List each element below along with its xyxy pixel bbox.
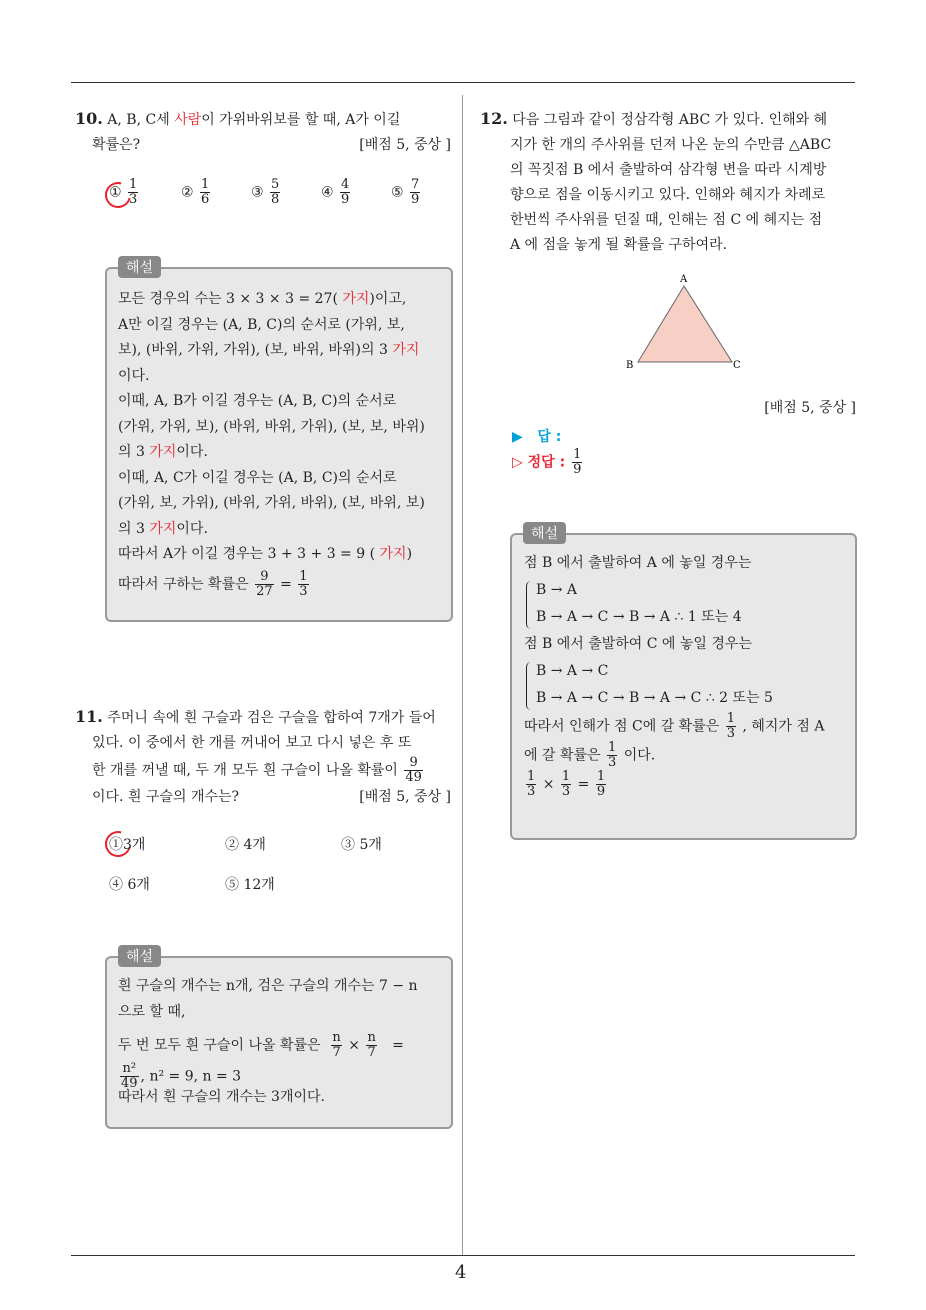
- brace-icon: [526, 581, 533, 629]
- answer-arrow-icon: ▶: [512, 429, 523, 445]
- solution-tab: 해설: [118, 256, 161, 278]
- column-divider: [462, 95, 463, 1255]
- solution-text: 흰 구슬의 개수는 n개, 검은 구슬의 개수는 7 − n 으로 할 때, 두 번 모두 흰 구슬이 나올 확률은 $\frac{n}{7}$ × $\frac{n}{7}$ = $\frac{\text{n²}}{49}$ , n² = 9, n = 3 따라서 흰 구슬의 개수는 3개이다.: [118, 978, 418, 1105]
- page-number: 4: [455, 1262, 467, 1283]
- vertex-c-label: C: [733, 360, 741, 371]
- question-11-text: 11. 주머니 속에 흰 구슬과 검은 구슬을 합하여 7개가 들어 있다. 이 중에서 한 개를 꺼내어 보고 다시 넣은 후 또 한 개를 꺼낼 때, 두 개 모두 흰 구슬이 나올 확률이 $\frac{9}{49}$ 이다. 흰 구슬의 개수는? [배점 5, 중상 ]: [75, 704, 453, 810]
- correct-answer-row: ▷ 정답 : $\frac{1}{9}$: [512, 447, 582, 477]
- bottom-rule: [71, 1255, 855, 1256]
- choice-1[interactable]: ① $\frac{1}{3}$: [109, 177, 138, 207]
- triangle-abc: [638, 286, 732, 362]
- choice-5[interactable]: ⑤ $\frac{7}{9}$: [391, 177, 420, 207]
- question-number: 10.: [75, 109, 103, 128]
- brace-icon: [526, 662, 533, 710]
- question-number: 12.: [480, 109, 508, 128]
- vertex-a-label: A: [680, 274, 688, 285]
- solution-text: 모든 경우의 수는 3 × 3 × 3 = 27( 가지)이고, A만 이길 경우는 (A, B, C)의 순서로 (가위, 보, 보), (바위, 가위, 가위), (보, 바위, 바위)의 3 가지 이다. 이때, A, B가 이길 경우는 (A, B, C)의 순서로 (가위, 가위, 보), (바위, 바위, 가위), (보, 보, 바위) 의 3 가지이다. 이때, A, C가 이길 경우는 (A, B, C)의 순서로 (가위, 보, 가위), (바위, 가위, 바위), (보, 바위, 보) 의 3 가지이다. 따라서 A가 이길 경우는 3 + 3 + 3 = 9 ( 가지) 따라서 구하는 확률은 $\frac{9}{27}$ = $\frac{1}{3}$: [118, 291, 425, 599]
- choice-1[interactable]: ①3개: [109, 837, 146, 853]
- answer-row: ▶ 답 :: [512, 429, 562, 445]
- choice-3[interactable]: ③ 5개: [341, 837, 382, 853]
- score-label: [배점 5, 중상 ]: [359, 137, 451, 153]
- choice-4[interactable]: ④ 6개: [109, 877, 150, 893]
- top-rule: [71, 82, 855, 83]
- score-label: [배점 5, 중상 ]: [359, 789, 451, 805]
- score-label: [배점 5, 중상 ]: [764, 400, 856, 416]
- solution-tab: 해설: [118, 945, 161, 967]
- choice-2[interactable]: ② 4개: [225, 837, 266, 853]
- choice-4[interactable]: ④ $\frac{4}{9}$: [321, 177, 350, 207]
- solution-tab: 해설: [523, 522, 566, 544]
- vertex-b-label: B: [626, 360, 634, 371]
- question-12-text: 12. 다음 그림과 같이 정삼각형 ABC 가 있다. 인해와 혜 지가 한 개의 주사위를 던져 나온 눈의 수만큼 △ABC 의 꼭짓점 B 에서 출발하여 삼각형 변을 따라 시계방 향으로 점을 이동시키고 있다. 인해와 혜지가 차례로 한번씩 주사위를 던질 때, 인해는 점 C 에 혜지는 점 A 에 점을 놓게 될 확률을 구하여라.: [480, 109, 832, 253]
- solution-text: 점 B 에서 출발하여 A 에 놓일 경우는 B → A B → A → C → B → A ∴ 1 또는 4 점 B 에서 출발하여 C 에 놓일 경우는 B → A → C B → A → C → B → A → C ∴ 2 또는 5 따라서 인해가 점 C에 갈 확률은 $\frac{1}{3}$ , 혜지가 점 A 에 갈 확률은 $\frac{1}{3}$ 이다. $\frac{1}{3}$ × $\frac{1}{3}$ = $\frac{1}{9}$: [524, 555, 825, 799]
- question-number: 11.: [75, 707, 103, 726]
- correct-arrow-icon: ▷: [512, 454, 523, 471]
- choice-3[interactable]: ③ $\frac{5}{8}$: [251, 177, 280, 207]
- triangle-figure: [620, 270, 750, 375]
- choice-2[interactable]: ② $\frac{1}{6}$: [181, 177, 210, 207]
- question-10-text: 10. A, B, C세 사람이 가위바위보를 할 때, A가 이길 확률은? [배점 5, 중상 ]: [75, 106, 453, 158]
- choice-5[interactable]: ⑤ 12개: [225, 877, 275, 893]
